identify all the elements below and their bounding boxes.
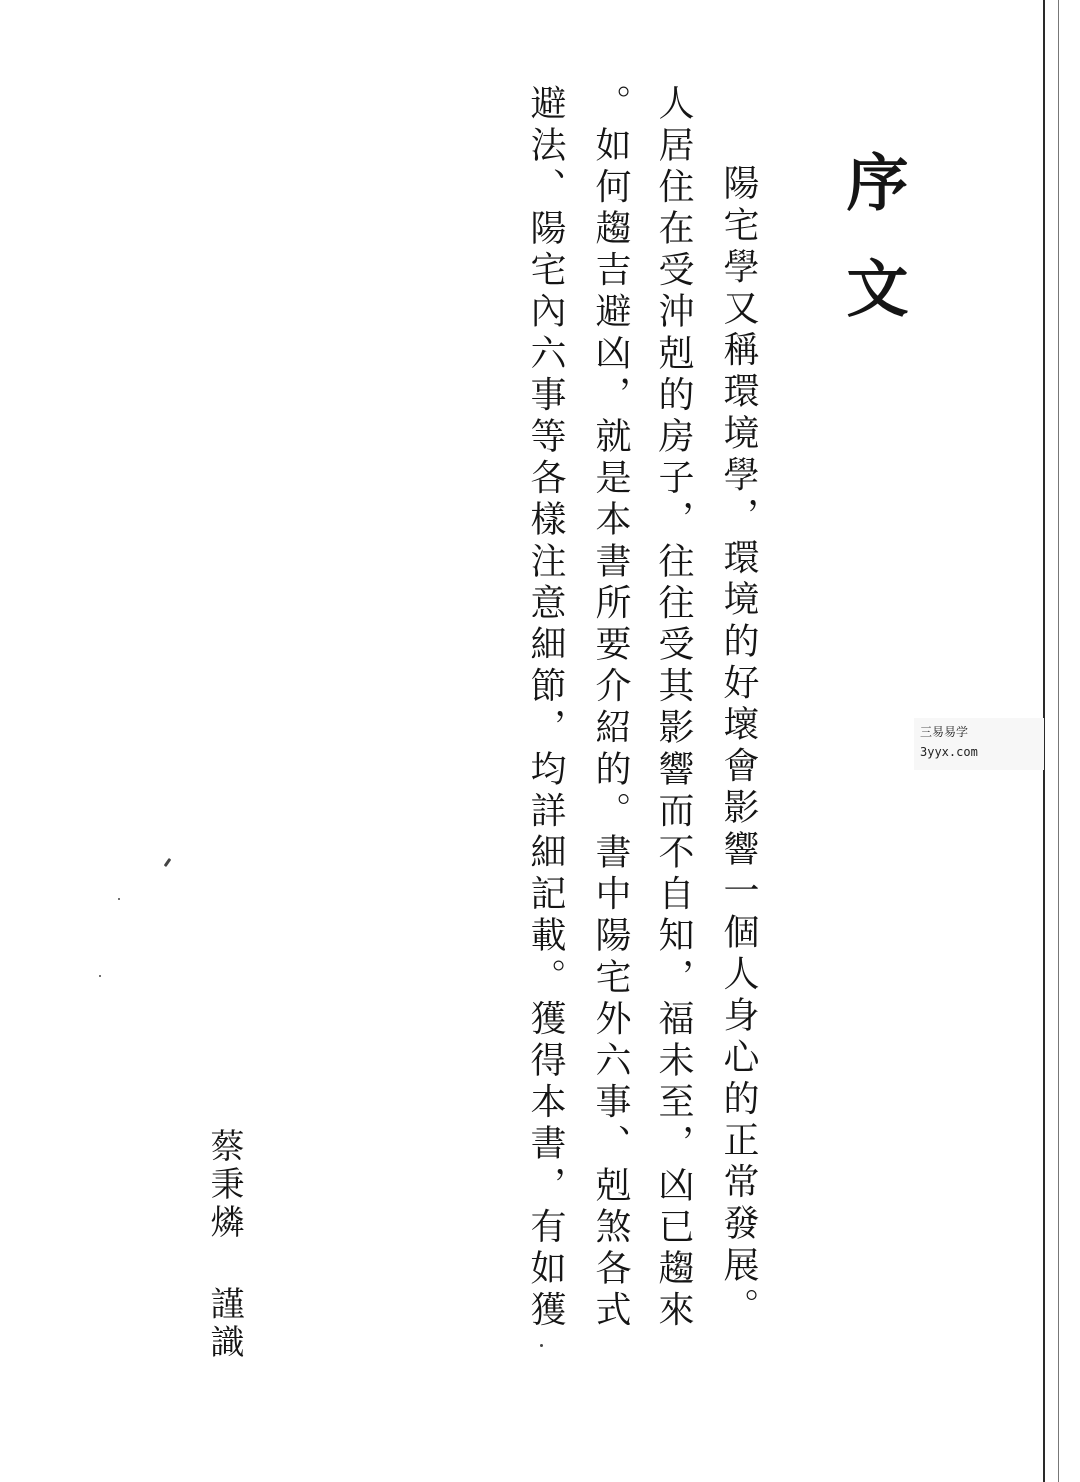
scan-speck [118,898,120,900]
watermark-line-2: 3yyx.com [920,745,978,759]
watermark-line-1: 三易易学 [920,725,969,739]
scan-speck [99,975,101,977]
author-name: 蔡秉燐 [204,1128,244,1242]
scan-speck [164,858,172,867]
body-column-1: 陽宅學又稱環境學，環境的好壞會影響一個人身心的正常發展。 [718,164,759,1329]
body-column-2: 人居住在受沖剋的房子，往往受其影響而不自知，福未至，凶已趨來 [653,84,694,1332]
scan-speck [540,1344,543,1347]
watermark [914,718,1044,770]
body-column-3: 。如何趨吉避凶，就是本書所要介紹的。書中陽宅外六事、剋煞各式 [590,84,631,1332]
page-title: 序文 [836,150,909,362]
body-column-4: 避法、陽宅內六事等各樣注意細節，均詳細記載。獲得本書，有如獲 [525,84,566,1332]
page-edge-line-thin [1058,0,1059,1482]
author-sign-off: 謹識 [204,1286,244,1362]
